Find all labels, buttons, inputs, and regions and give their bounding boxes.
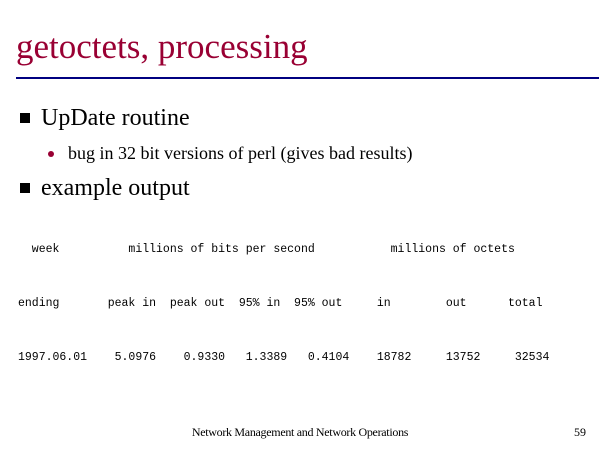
sub-bullet-text: bug in 32 bit versions of perl (gives bad results): [68, 143, 413, 163]
bullet-text: example output: [41, 175, 190, 201]
example-output-block: [18, 205, 549, 403]
bullet-text: UpDate routine: [41, 105, 190, 131]
square-bullet-icon: [20, 113, 30, 123]
title-divider: [16, 77, 599, 79]
slide-title: getoctets, processing: [16, 27, 308, 66]
output-header-line-2: ending peak in peak out 95% in 95% out in out total: [18, 297, 543, 310]
output-data-line: 1997.06.01 5.0976 0.9330 1.3389 0.4104 18782 13752 32534: [18, 351, 550, 364]
page-number: 59: [574, 425, 586, 439]
slide-footer: Network Management and Network Operations: [191, 425, 409, 439]
output-header-line-1: week millions of bits per second millions of octets: [18, 243, 515, 256]
square-bullet-icon: [20, 183, 30, 193]
dot-bullet-icon: [48, 151, 54, 157]
